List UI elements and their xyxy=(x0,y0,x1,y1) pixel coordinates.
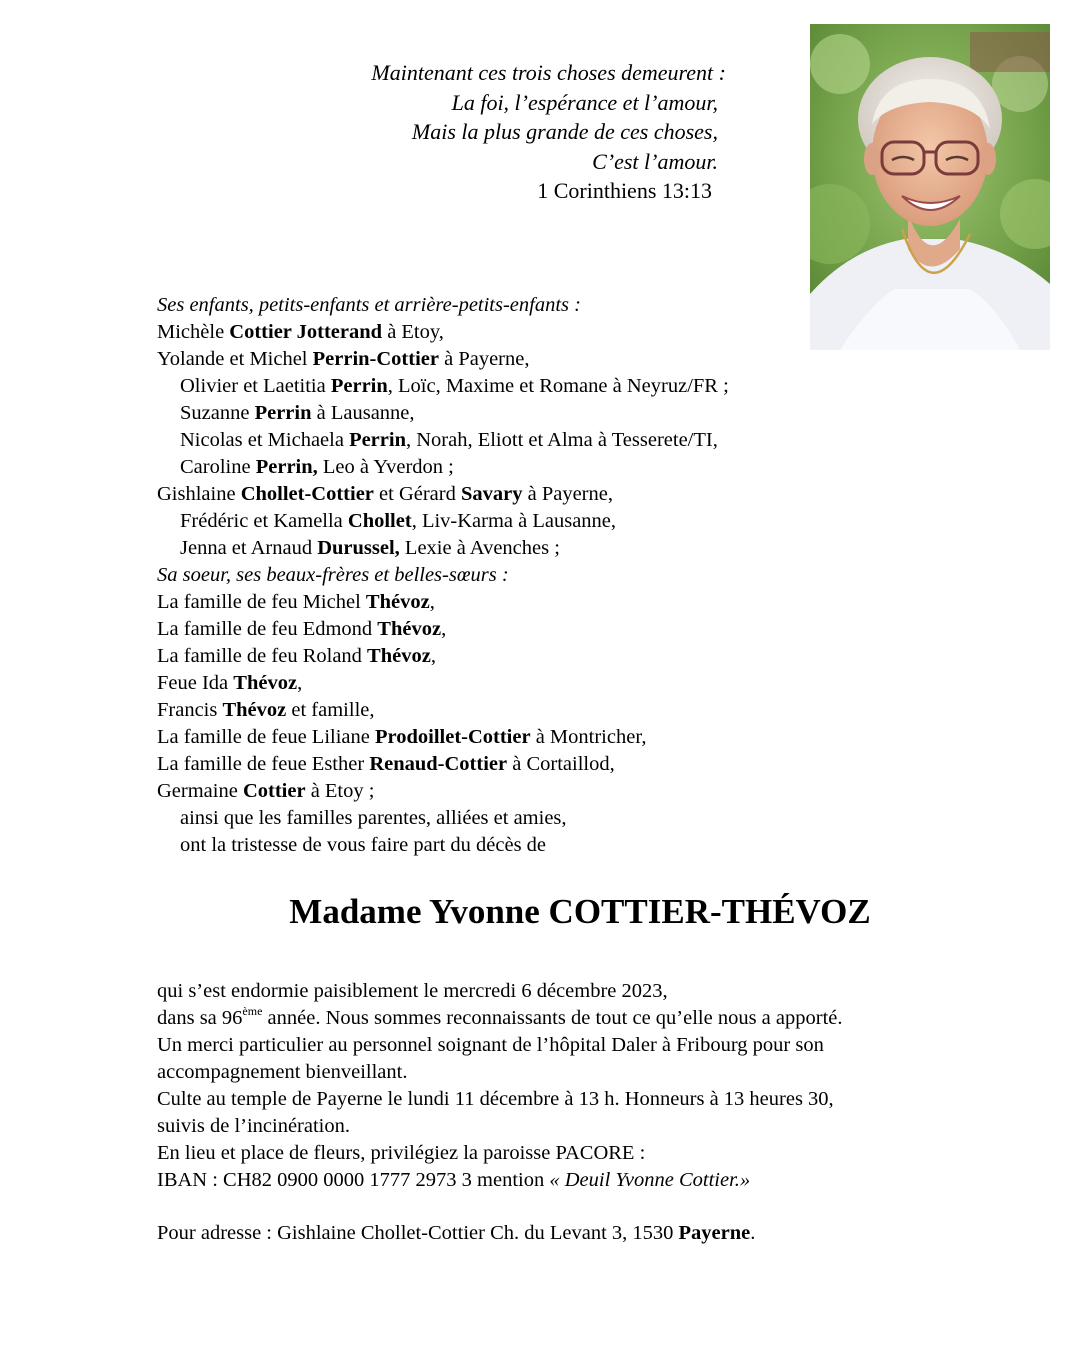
verse-line: La foi, l’espérance et l’amour, xyxy=(451,89,718,115)
family-line: Frédéric et Kamella Chollet, Liv-Karma à Lausanne, xyxy=(180,510,617,532)
address-line: Pour adresse : Gishlaine Chollet-Cottier Ch. du Levant 3, 1530 Payerne. xyxy=(157,1222,756,1244)
iban-line: IBAN : CH82 0900 0000 1777 2973 3 mention « Deuil Yvonne Cottier.» xyxy=(157,1169,751,1191)
heading-siblings: Sa soeur, ses beaux-frères et belles-sœurs : xyxy=(157,564,509,586)
funeral-details xyxy=(157,978,977,1247)
verse-line: Mais la plus grande de ces choses, xyxy=(411,119,718,144)
family-list xyxy=(157,292,877,859)
heading-children: Ses enfants, petits-enfants et arrière-petits-enfants : xyxy=(157,294,581,316)
details-line: Un merci particulier au personnel soignant de l’hôpital Daler à Fribourg pour son xyxy=(157,1034,824,1056)
family-line: La famille de feu Roland Thévoz, xyxy=(157,645,436,667)
family-line: Caroline Perrin, Leo à Yverdon ; xyxy=(180,456,454,478)
verse-line: C’est l’amour. xyxy=(592,148,718,174)
details-line: En lieu et place de fleurs, privilégiez la paroisse PACORE : xyxy=(157,1142,646,1164)
family-line: Gishlaine Chollet-Cottier et Gérard Savary à Payerne, xyxy=(157,483,613,505)
family-line: La famille de feu Michel Thévoz, xyxy=(157,591,435,613)
family-line: Francis Thévoz et famille, xyxy=(157,699,375,721)
bible-verse xyxy=(290,58,726,206)
verse-reference: 1 Corinthiens 13:13 xyxy=(537,178,712,203)
family-line: Nicolas et Michaela Perrin, Norah, Eliott et Alma à Tesserete/TI, xyxy=(180,429,718,451)
details-line: suivis de l’incinération. xyxy=(157,1115,350,1137)
details-line: accompagnement bienveillant. xyxy=(157,1061,408,1083)
family-line: La famille de feue Liliane Prodoillet-Cottier à Montricher, xyxy=(157,726,647,748)
family-line: Germaine Cottier à Etoy ; xyxy=(157,780,375,802)
details-line: Culte au temple de Payerne le lundi 11 décembre à 13 h. Honneurs à 13 heures 30, xyxy=(157,1088,834,1110)
verse-line: Maintenant ces trois choses demeurent : xyxy=(371,60,726,85)
family-line: Yolande et Michel Perrin-Cottier à Payerne, xyxy=(157,348,530,370)
family-line: La famille de feu Edmond Thévoz, xyxy=(157,618,447,640)
details-line: dans sa 96ème année. Nous sommes reconnaissants de tout ce qu’elle nous a apporté. xyxy=(157,1004,843,1029)
family-line: Michèle Cottier Jotterand à Etoy, xyxy=(157,321,444,343)
details-line: qui s’est endormie paisiblement le mercredi 6 décembre 2023, xyxy=(157,980,668,1002)
family-line: Jenna et Arnaud Durussel, Lexie à Avenches ; xyxy=(180,537,560,559)
family-line: Suzanne Perrin à Lausanne, xyxy=(180,402,415,424)
closing-line: ainsi que les familles parentes, alliées et amies, xyxy=(180,807,567,829)
family-line: Feue Ida Thévoz, xyxy=(157,672,303,694)
deceased-name: Madame Yvonne COTTIER-THÉVOZ xyxy=(289,892,871,931)
family-line: Olivier et Laetitia Perrin, Loïc, Maxime et Romane à Neyruz/FR ; xyxy=(180,375,729,397)
family-line: La famille de feue Esther Renaud-Cottier à Cortaillod, xyxy=(157,753,615,775)
closing-line: ont la tristesse de vous faire part du décès de xyxy=(180,834,547,856)
